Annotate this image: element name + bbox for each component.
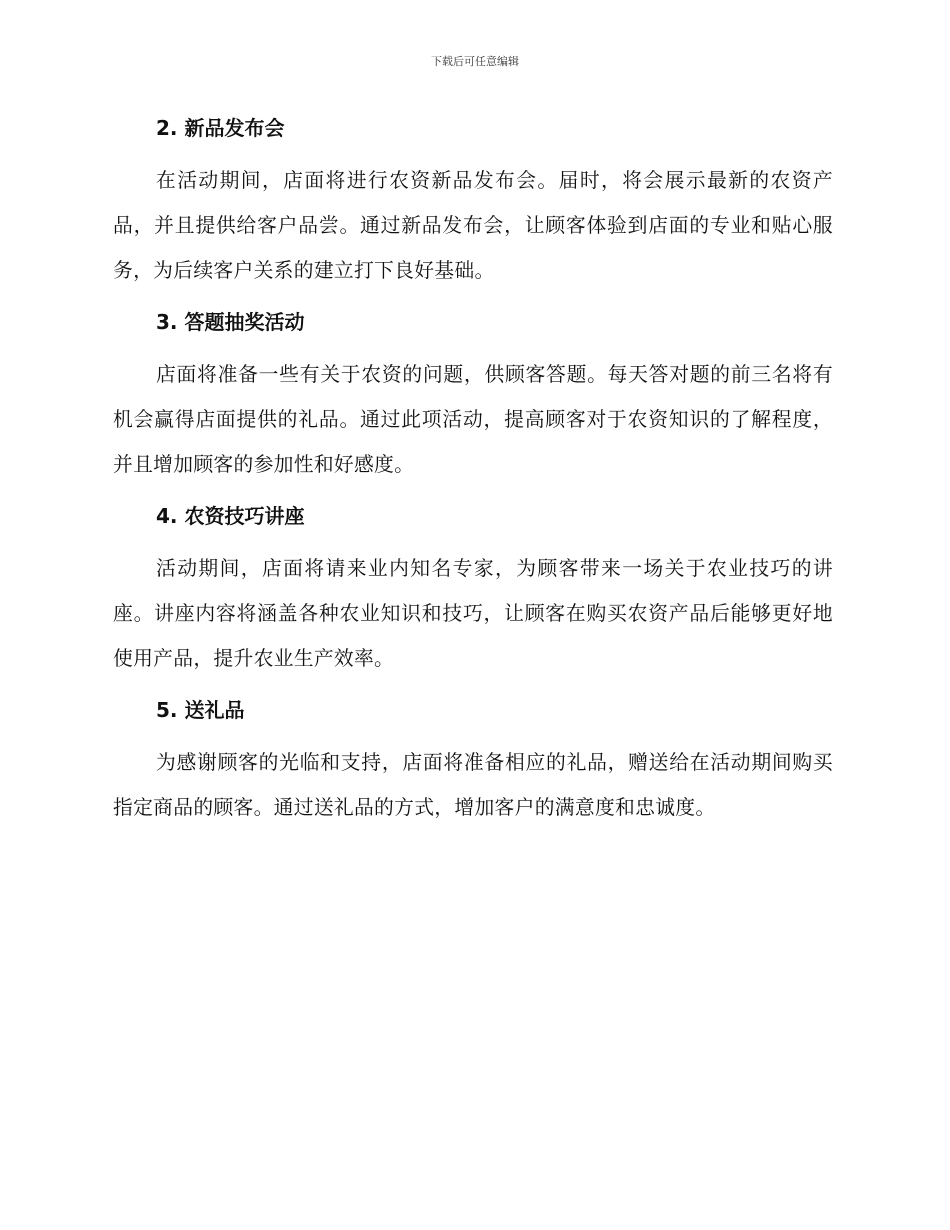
- document-body: [113, 113, 833, 830]
- section-heading: 5. 送礼品: [156, 698, 245, 722]
- page-header-note: 下载后可任意编辑: [431, 55, 519, 68]
- section-heading: 3. 答题抽奖活动: [156, 310, 305, 334]
- section-paragraph: 在活动期间，店面将进行农资新品发布会。届时，将会展示最新的农资产品，并且提供给客户品尝。通过新品发布会，让顾客体验到店面的专业和贴心服务，为后续客户关系的建立打下良好基础。: [113, 169, 833, 282]
- section-gifts: [113, 695, 833, 830]
- section-paragraph: 活动期间，店面将请来业内知名专家，为顾客带来一场关于农业技巧的讲座。讲座内容将涵盖各种农业知识和技巧，让顾客在购买农资产品后能够更好地使用产品，提升农业生产效率。: [113, 557, 833, 670]
- section-agri-lecture: [113, 501, 833, 681]
- section-paragraph: 店面将准备一些有关于农资的问题，供顾客答题。每天答对题的前三名将有机会赢得店面提供的礼品。通过此项活动，提高顾客对于农资知识的了解程度，并且增加顾客的参加性和好感度。: [113, 363, 833, 476]
- section-new-product-launch: [113, 113, 833, 293]
- section-heading: 2. 新品发布会: [156, 116, 285, 140]
- section-paragraph: 为感谢顾客的光临和支持，店面将准备相应的礼品，赠送给在活动期间购买指定商品的顾客。通过送礼品的方式，增加客户的满意度和忠诚度。: [113, 751, 833, 819]
- section-quiz-lottery: [113, 307, 833, 487]
- section-heading: 4. 农资技巧讲座: [156, 504, 305, 528]
